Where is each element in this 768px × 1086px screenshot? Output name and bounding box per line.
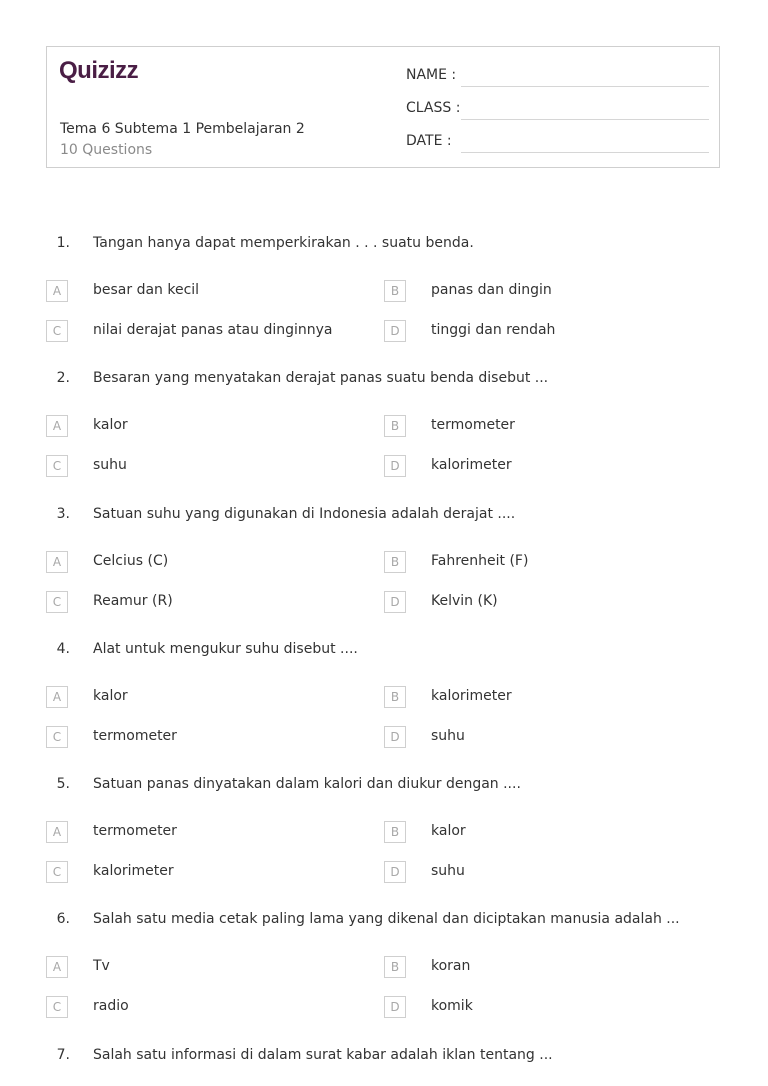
question-number: 6. (56, 911, 70, 927)
option-b (384, 551, 714, 575)
option-letter-box: B (384, 280, 406, 302)
option-b (384, 280, 714, 304)
option-text: kalor (93, 417, 128, 433)
option-letter-box: B (384, 956, 406, 978)
option-letter-box: D (384, 591, 406, 613)
option-text: kalor (93, 688, 128, 704)
name-label: NAME : (406, 67, 457, 83)
question-text: Salah satu media cetak paling lama yang dikenal dan diciptakan manusia adalah ... (93, 911, 680, 927)
option-letter-box: D (384, 455, 406, 477)
question-number: 7. (56, 1047, 70, 1063)
option-letter-box: B (384, 821, 406, 843)
option-b (384, 956, 714, 980)
option-a (46, 415, 376, 439)
option-text: termometer (93, 823, 177, 839)
question-count: 10 Questions (60, 142, 153, 158)
option-a (46, 821, 376, 845)
option-text: Reamur (R) (93, 593, 173, 609)
question-text: Satuan suhu yang digunakan di Indonesia adalah derajat .... (93, 506, 516, 522)
option-letter-box: C (46, 726, 68, 748)
option-letter-box: A (46, 551, 68, 573)
option-letter-box: C (46, 320, 68, 342)
option-d (384, 320, 714, 344)
option-a (46, 686, 376, 710)
option-text: suhu (93, 457, 127, 473)
option-text: Tv (93, 958, 110, 974)
option-letter-box: A (46, 821, 68, 843)
option-letter-box: B (384, 686, 406, 708)
option-a (46, 956, 376, 980)
option-d (384, 996, 714, 1020)
option-text: Kelvin (K) (431, 593, 498, 609)
question-text: Besaran yang menyatakan derajat panas suatu benda disebut ... (93, 370, 549, 386)
question-text: Satuan panas dinyatakan dalam kalori dan diukur dengan .... (93, 776, 521, 792)
option-text: koran (431, 958, 471, 974)
option-text: kalorimeter (431, 457, 512, 473)
question-text: Tangan hanya dapat memperkirakan . . . suatu benda. (93, 235, 474, 251)
date-line (461, 152, 709, 153)
quizizz-logo: Quizizz (59, 57, 139, 84)
question-text: Salah satu informasi di dalam surat kabar adalah iklan tentang ... (93, 1047, 553, 1063)
question-number: 4. (56, 641, 70, 657)
option-letter-box: C (46, 996, 68, 1018)
option-b (384, 415, 714, 439)
option-d (384, 591, 714, 615)
option-c (46, 996, 376, 1020)
option-letter-box: D (384, 996, 406, 1018)
option-letter-box: B (384, 415, 406, 437)
option-text: tinggi dan rendah (431, 322, 556, 338)
option-text: panas dan dingin (431, 282, 552, 298)
option-letter-box: A (46, 686, 68, 708)
name-line (461, 86, 709, 87)
option-c (46, 455, 376, 479)
date-label: DATE : (406, 133, 452, 149)
option-a (46, 280, 376, 304)
option-text: besar dan kecil (93, 282, 200, 298)
worksheet-title: Tema 6 Subtema 1 Pembelajaran 2 (60, 121, 305, 137)
option-text: Fahrenheit (F) (431, 553, 529, 569)
worksheet-header (46, 46, 720, 168)
option-a (46, 551, 376, 575)
option-text: nilai derajat panas atau dinginnya (93, 322, 333, 338)
option-letter-box: B (384, 551, 406, 573)
option-letter-box: A (46, 280, 68, 302)
option-letter-box: C (46, 591, 68, 613)
option-c (46, 591, 376, 615)
class-line (461, 119, 709, 120)
option-text: Celcius (C) (93, 553, 169, 569)
option-letter-box: D (384, 726, 406, 748)
question-number: 1. (56, 235, 70, 251)
question-text: Alat untuk mengukur suhu disebut .... (93, 641, 358, 657)
option-c (46, 861, 376, 885)
class-label: CLASS : (406, 100, 461, 116)
option-letter-box: D (384, 320, 406, 342)
question-number: 3. (56, 506, 70, 522)
option-text: radio (93, 998, 129, 1014)
option-c (46, 726, 376, 750)
option-d (384, 861, 714, 885)
option-letter-box: D (384, 861, 406, 883)
option-b (384, 821, 714, 845)
option-text: suhu (431, 728, 465, 744)
option-text: termometer (431, 417, 515, 433)
option-letter-box: C (46, 455, 68, 477)
option-text: komik (431, 998, 473, 1014)
option-text: kalorimeter (93, 863, 174, 879)
option-d (384, 455, 714, 479)
option-text: termometer (93, 728, 177, 744)
option-text: kalorimeter (431, 688, 512, 704)
option-b (384, 686, 714, 710)
option-letter-box: A (46, 415, 68, 437)
option-d (384, 726, 714, 750)
question-number: 2. (56, 370, 70, 386)
option-letter-box: C (46, 861, 68, 883)
option-letter-box: A (46, 956, 68, 978)
option-text: suhu (431, 863, 465, 879)
option-c (46, 320, 376, 344)
option-text: kalor (431, 823, 466, 839)
question-number: 5. (56, 776, 70, 792)
